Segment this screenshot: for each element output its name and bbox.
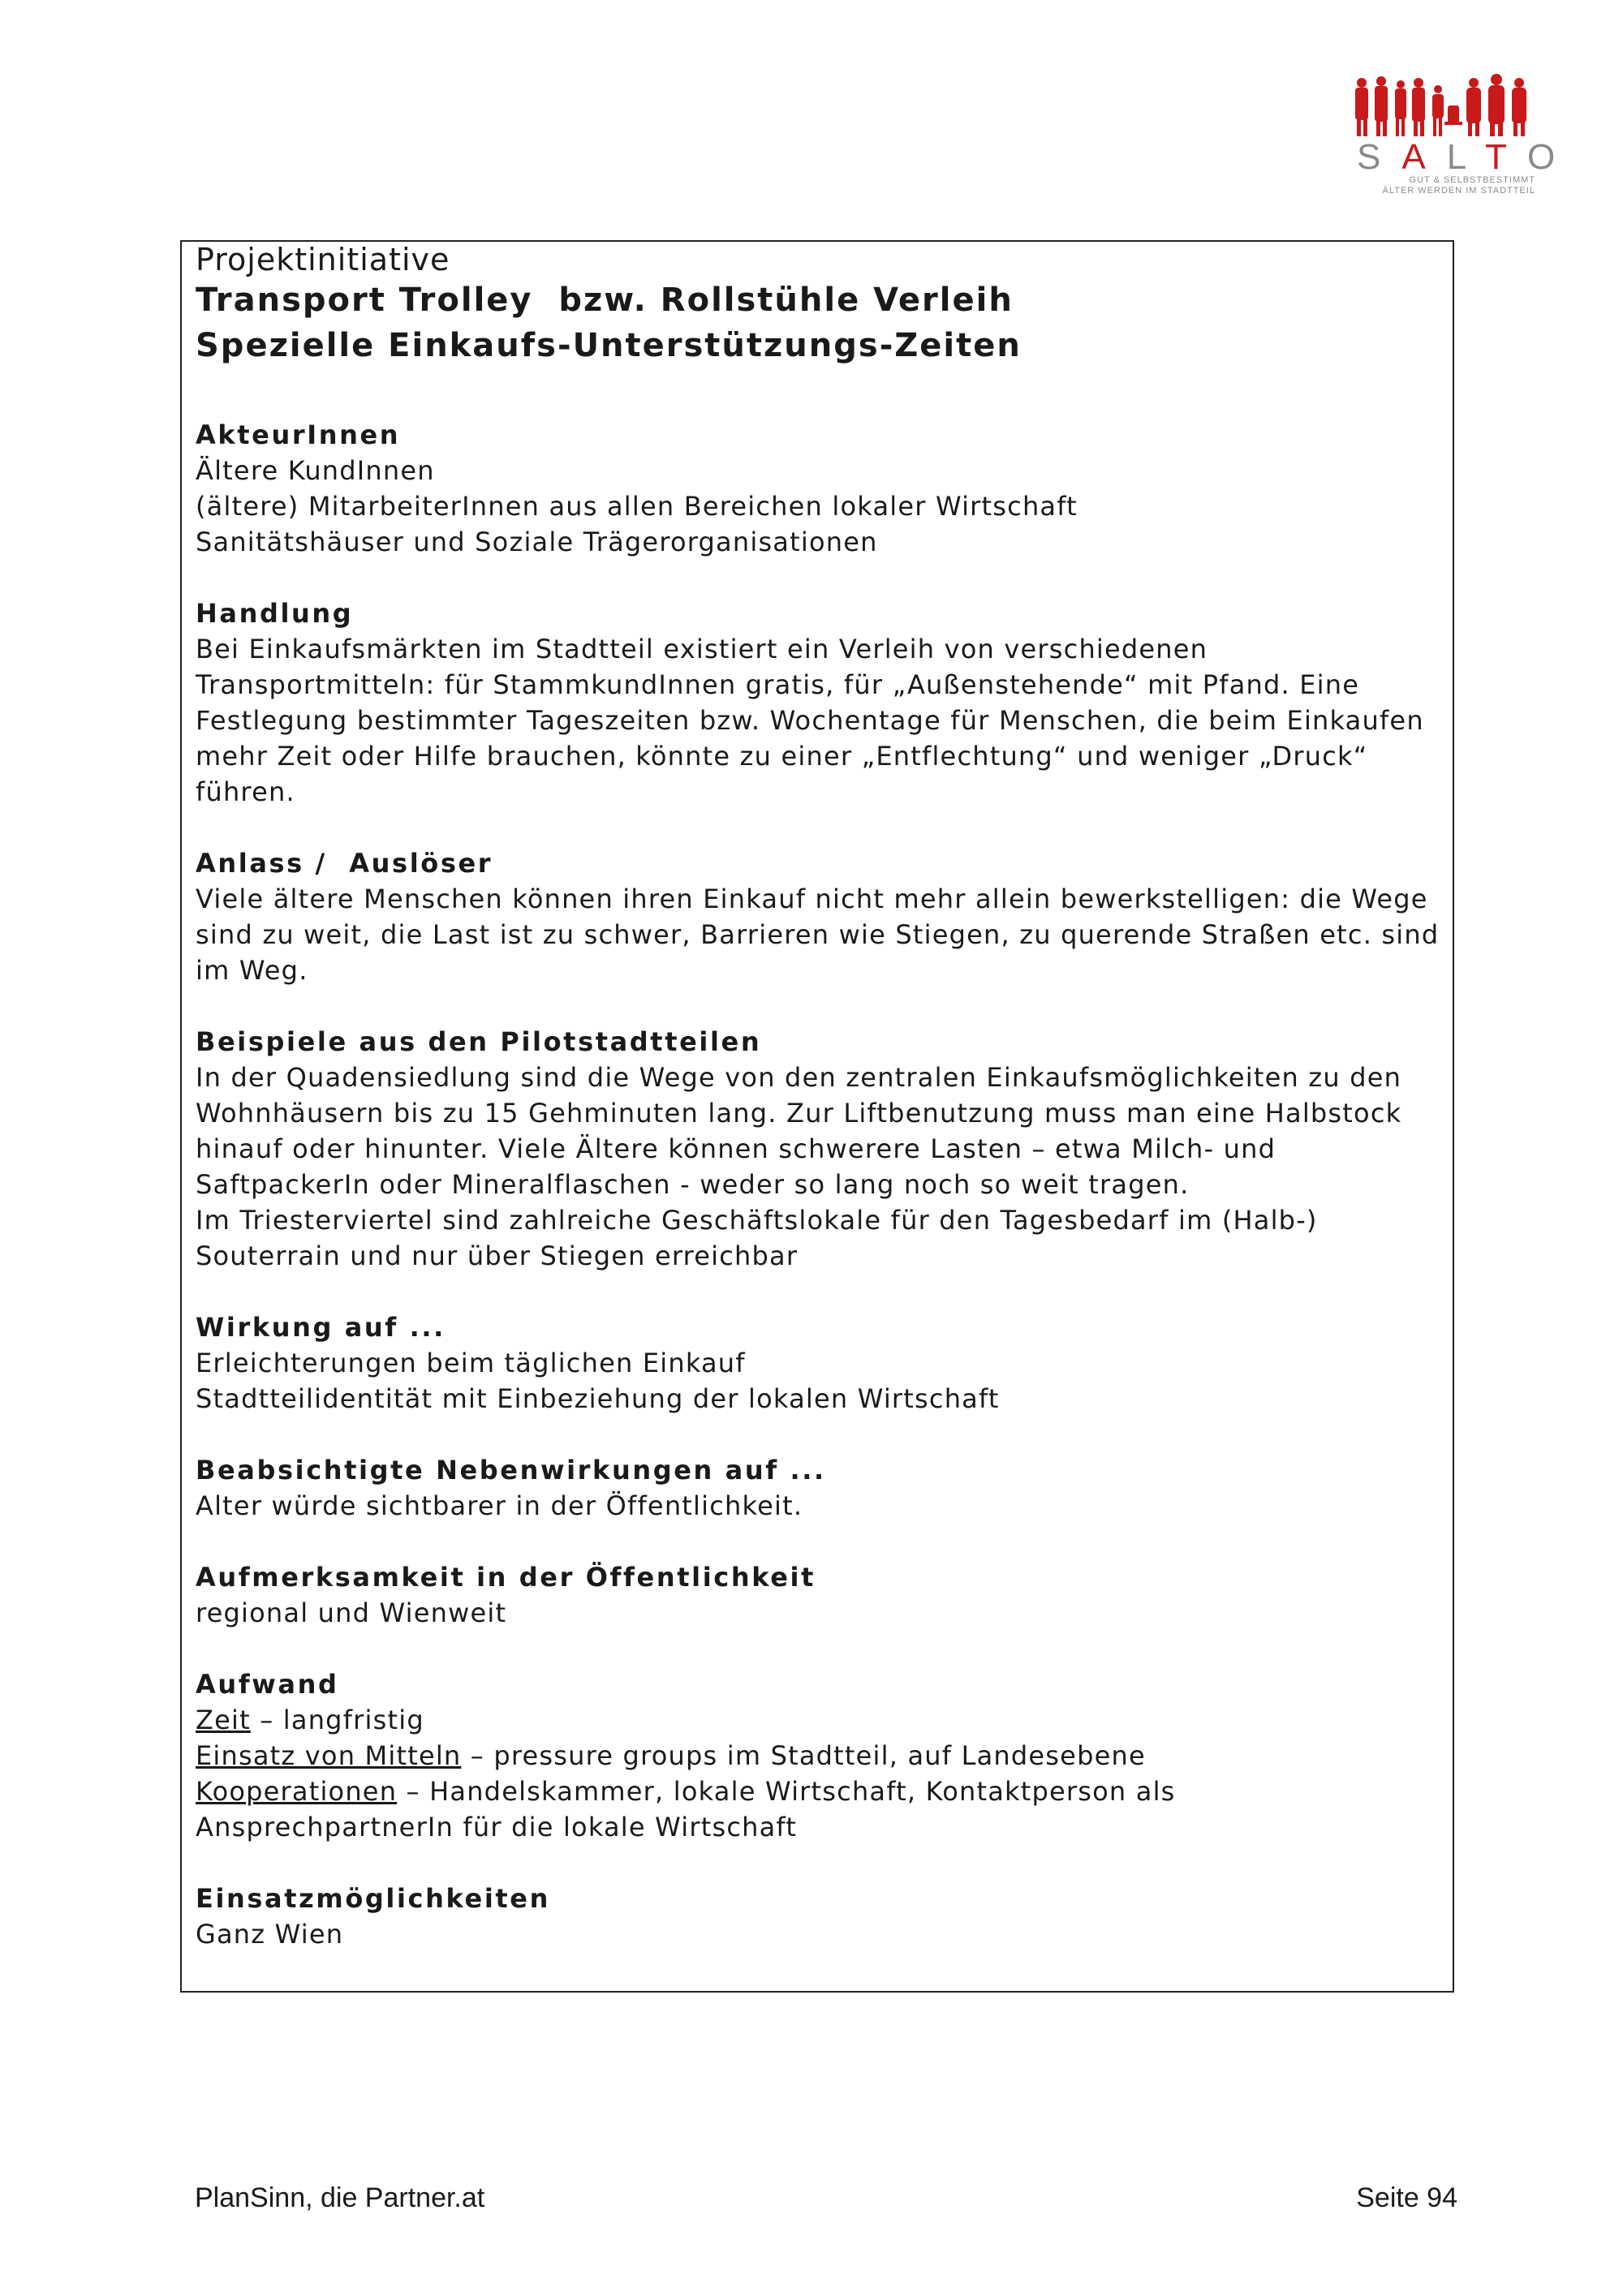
project-title-line-2: Spezielle Einkaufs-Unterstützungs-Zeiten [196,327,1022,364]
section-line: Transportmitteln: für StammkundInnen gratis, für „Außenstehende“ mit Pfand. Eine [196,669,1360,700]
section-line: Wohnhäusern bis zu 15 Gehminuten lang. Zur Liftbenutzung muss man eine Halbstock [196,1098,1402,1129]
aufwand-zeit-text: – langfristig [250,1705,424,1735]
aufwand-koop-line [196,1774,1428,1809]
section-line: Ältere KundInnen [196,455,435,486]
project-title-line-1: Transport Trolley bzw. Rollstühle Verleih [196,282,1014,319]
aufwand-koop-line-2: AnsprechpartnerIn für die lokale Wirtschaft [196,1812,798,1842]
section-einsatz [196,1881,1428,1952]
section-line: mehr Zeit oder Hilfe brauchen, könnte zu einer „Entflechtung“ und weniger „Druck“ [196,741,1368,772]
section-line: Ganz Wien [196,1919,344,1950]
section-beispiele [196,1024,1428,1274]
section-line: führen. [196,776,295,807]
section-line: Stadtteilidentität mit Einbeziehung der lokalen Wirtschaft [196,1383,1000,1414]
section-line: Bei Einkaufsmärkten im Stadtteil existiert ein Verleih von verschiedenen [196,634,1208,664]
footer-page-number: Seite 94 [1356,2182,1457,2213]
section-line: Festlegung bestimmter Tageszeiten bzw. Wochentage für Menschen, die beim Einkaufen [196,705,1424,736]
section-wirkung [196,1309,1428,1417]
section-line: hinauf oder hinunter. Viele Ältere können schwerere Lasten – etwa Milch- und [196,1133,1276,1164]
section-line: (ältere) MitarbeiterInnen aus allen Bereichen lokaler Wirtschaft [196,491,1078,522]
section-heading: Einsatzmöglichkeiten [196,1883,550,1914]
section-nebenwirkungen [196,1452,1428,1524]
section-anlass [196,845,1440,988]
section-heading: Handlung [196,598,354,629]
aufwand-mittel-label: Einsatz von Mitteln [196,1740,462,1771]
footer-publisher: PlanSinn, die Partner.at [195,2182,485,2213]
section-aufwand [196,1666,1428,1845]
section-akteure [196,417,1428,560]
aufwand-zeit-label: Zeit [196,1705,251,1735]
logo-tagline-1: GUT & SELBSTBESTIMMT [1409,175,1535,185]
section-line: Erleichterungen beim täglichen Einkauf [196,1348,746,1378]
section-heading: Aufwand [196,1669,339,1700]
section-handlung [196,595,1428,810]
section-line: Viele ältere Menschen können ihren Einkauf nicht mehr allein bewerkstelligen: die Wege [196,884,1428,914]
section-line: Alter würde sichtbarer in der Öffentlichkeit. [196,1490,803,1521]
section-heading: Aufmerksamkeit in der Öffentlichkeit [196,1562,816,1593]
logo-wordmark: SALTO [1357,137,1577,177]
section-line: Souterrain und nur über Stiegen erreichbar [196,1240,799,1271]
section-heading: Beispiele aus den Pilotstadtteilen [196,1026,762,1057]
aufwand-koop-text: – Handelskammer, lokale Wirtschaft, Kontaktperson als [397,1776,1176,1807]
aufwand-zeit-line [196,1702,1428,1738]
section-heading: Beabsichtigte Nebenwirkungen auf ... [196,1455,826,1486]
logo-tagline-2: ÄLTER WERDEN IM STADTTEIL [1382,186,1535,196]
section-heading: Wirkung auf ... [196,1312,446,1343]
section-line: Im Triesterviertel sind zahlreiche Geschäftslokale für den Tagesbedarf im (Halb-) [196,1205,1318,1236]
section-heading: Anlass / Auslöser [196,848,493,879]
aufwand-mittel-text: – pressure groups im Stadtteil, auf Landesebene [461,1740,1146,1771]
aufwand-mittel-line [196,1738,1428,1774]
section-heading: AkteurInnen [196,419,401,450]
salto-logo-text [1357,137,1577,196]
section-line: regional und Wienweit [196,1597,507,1628]
aufwand-koop-label: Kooperationen [196,1776,398,1807]
project-label: Projektinitiative [196,242,450,277]
section-line: SaftpackerIn oder Mineralflaschen - weder so lang noch so weit tragen. [196,1169,1190,1200]
section-line: im Weg. [196,955,308,986]
section-line: In der Quadensiedlung sind die Wege von den zentralen Einkaufsmöglichkeiten zu den [196,1062,1402,1093]
section-line: Sanitätshäuser und Soziale Trägerorganisationen [196,527,878,557]
section-line: sind zu weit, die Last ist zu schwer, Barrieren wie Stiegen, zu querende Straßen etc. sind [196,919,1440,950]
project-box [180,240,1454,1993]
section-aufmerksamkeit [196,1559,1428,1631]
